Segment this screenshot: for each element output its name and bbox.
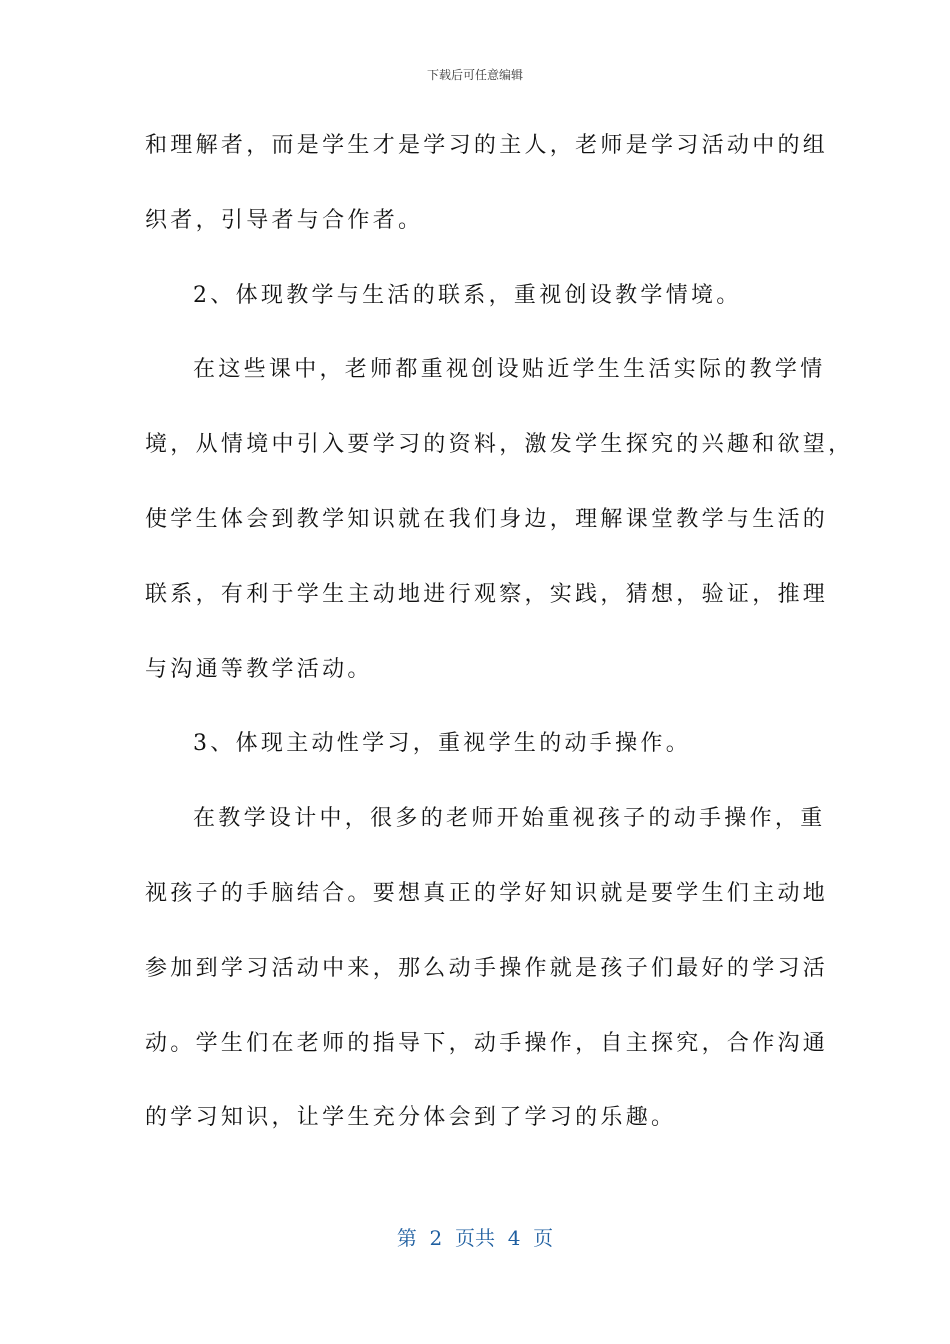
text-line: 的学习知识，让学生充分体会到了学习的乐趣。 (145, 1105, 677, 1131)
document-body (145, 126, 854, 1173)
text-line: 联系，有利于学生主动地进行观察，实践，猜想，验证，推理 (145, 581, 829, 607)
paragraph-start-line: 在教学设计中，很多的老师开始重视孩子的动手操作，重 (193, 806, 826, 832)
text-line: 使学生体会到教学知识就在我们身边，理解课堂教学与生活的 (145, 506, 829, 532)
text-line: 与沟通等教学活动。 (145, 656, 373, 682)
page-number-footer: 第 2 页共 4 页 (396, 1226, 554, 1250)
paragraph-start-line: 在这些课中，老师都重视创设贴近学生生活实际的教学情 (193, 357, 826, 383)
text-line: 和理解者，而是学生才是学习的主人，老师是学习活动中的组 (145, 133, 829, 158)
section-heading: 3、体现主动性学习，重视学生的动手操作。 (193, 731, 691, 757)
section-heading: 2、体现教学与生活的联系，重视创设教学情境。 (193, 282, 742, 308)
text-line: 织者，引导者与合作者。 (145, 207, 424, 233)
page-header: 下载后可任意编辑 (426, 68, 523, 82)
text-line: 参加到学习活动中来，那么动手操作就是孩子们最好的学习活 (145, 955, 829, 981)
text-line: 视孩子的手脑结合。要想真正的学好知识就是要学生们主动地 (145, 880, 829, 906)
text-line: 动。学生们在老师的指导下，动手操作，自主探究，合作沟通 (145, 1030, 829, 1056)
text-line: 境，从情境中引入要学习的资料，激发学生探究的兴趣和欲望， (145, 432, 854, 458)
